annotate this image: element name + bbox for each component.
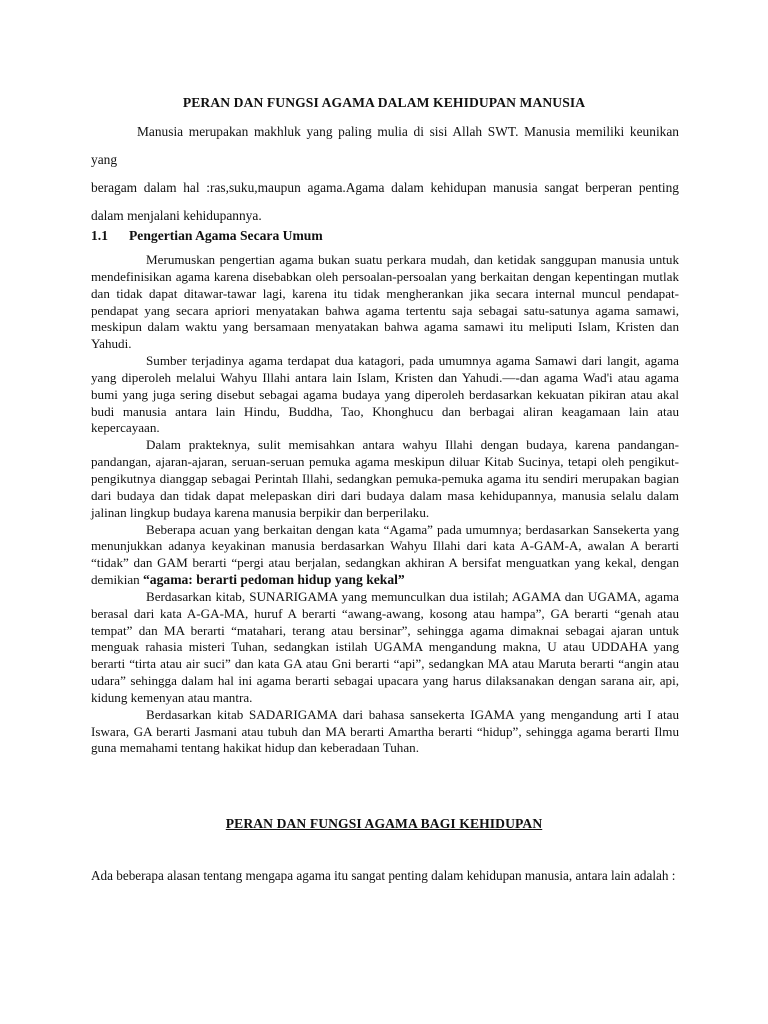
intro-line-2: beragam dalam hal :ras,suku,maupun agama.Agama dalam kehidupan manusia sangat berperan penting <box>91 180 679 195</box>
section-heading-text: Pengertian Agama Secara Umum <box>129 228 323 243</box>
intro-paragraph <box>91 118 679 230</box>
section-body <box>91 252 679 757</box>
intro-line-1-text: Manusia merupakan makhluk yang paling mulia di sisi Allah SWT. Manusia memiliki keunikan yang <box>91 124 679 167</box>
document-title: PERAN DAN FUNGSI AGAMA DALAM KEHIDUPAN MANUSIA <box>182 95 586 110</box>
body-paragraph-5: Berdasarkan kitab, SUNARIGAMA yang memunculkan dua istilah; AGAMA dan UGAMA, agama berasal dari kata A-GA-MA, huruf A berarti “awang-awang, kosong atau hampa”, GA berarti “genah atau tempat” dan MA berarti “matahari, terang atau bersinar”, sehingga agama dimaknai sebagai ajaran untuk menguak rahasia misteri Tuhan, sedangkan istilah UGAMA mengandung makna, U atau UDDAHA yang berarti “tirta atau air suci” dan kata GA atau Gni berarti “api”, sedangkan MA atau Maruta berarti “angin atau udara” sehingga dalam hal ini agama berarti sebagai upacara yang harus dilaksanakan dengan sarana air, api, kidung kemenyan atau mantra. <box>91 588 679 705</box>
section-number: 1.1 <box>91 228 108 243</box>
body-paragraph-4-text: Beberapa acuan yang berkaitan dengan kata “Agama” pada umumnya; berdasarkan Sansekerta yang menunjukkan adanya keyakinan manusia berdasarkan Wahyu Illahi dari kata A-GAM-A, awalan A berarti “tidak” dan GAM berarti “pergi atau berjalan, sedangkan akhiran A bersifat menguatkan yang kekal, dengan demikian <box>91 521 679 588</box>
section-heading <box>91 228 323 244</box>
second-section-title: PERAN DAN FUNGSI AGAMA BAGI KEHIDUPAN <box>225 816 543 831</box>
body-paragraph-1: Merumuskan pengertian agama bukan suatu perkara mudah, dan ketidak sanggupan manusia untuk mendefinisikan agama karena disebabkan oleh persoalan-persoalan yang berkaitan dengan kepentingan mutlak dan tidak dapat ditawar-tawar lagi, karena itu tidak mengherankan jika secara internal muncul pendapat-pendapat yang secara apriori menyatakan bahwa agama tertentu saja sebagai satu-satunya agama samawi, meskipun dalam waktu yang bersamaan menyatakan bahwa agama samawi itu meliputi Islam, Kristen dan Yahudi. <box>91 252 679 352</box>
intro-line-1 <box>91 118 679 174</box>
body-paragraph-6: Berdasarkan kitab SADARIGAMA dari bahasa sansekerta IGAMA yang mengandung arti I atau Iswara, GA berarti Jasmani atau tubuh dan MA berarti Amartha berarti “hidup”, sehingga agama berarti Ilmu guna memahami tentang hakikat hidup dan keberadaan Tuhan. <box>91 706 679 756</box>
body-paragraph-3: Dalam prakteknya, sulit memisahkan antara wahyu Illahi dengan budaya, karena pandangan-pandangan, ajaran-ajaran, seruan-seruan pemuka agama meskipun diluar Kitab Sucinya, tetapi oleh pengikut-pengikutnya dianggap sebagai Perintah Illahi, sedangkan pemuka-pemuka agama itu sendiri merupakan bagian dari budaya dan tidak dapat melepaskan diri dari budaya dalam masa kehidupannya, manusia selalu dalam jalinan lingkup budaya karena manusia berpikir dan berperilaku. <box>91 437 679 520</box>
body-paragraph-2: Sumber terjadinya agama terdapat dua katagori, pada umumnya agama Samawi dari langit, agama yang diperoleh melalui Wahyu Illahi antara lain Islam, Kristen dan Yahudi.—-dan agama Wad'i atau agama bumi yang juga sering disebut sebagai agama budaya yang diperoleh berdasarkan kekuatan pikiran atau akal budi manusia antara lain Hindu, Buddha, Tao, Khonghucu dan berbagai aliran keagamaan lain atau kepercayaan. <box>91 353 679 436</box>
closing-paragraph: Ada beberapa alasan tentang mengapa agama itu sangat penting dalam kehidupan manusia, antara lain adalah : <box>91 868 676 883</box>
agama-definition-bold: “agama: berarti pedoman hidup yang kekal” <box>143 572 405 588</box>
intro-line-3: dalam menjalani kehidupannya. <box>91 208 262 223</box>
body-paragraph-4 <box>91 522 679 589</box>
